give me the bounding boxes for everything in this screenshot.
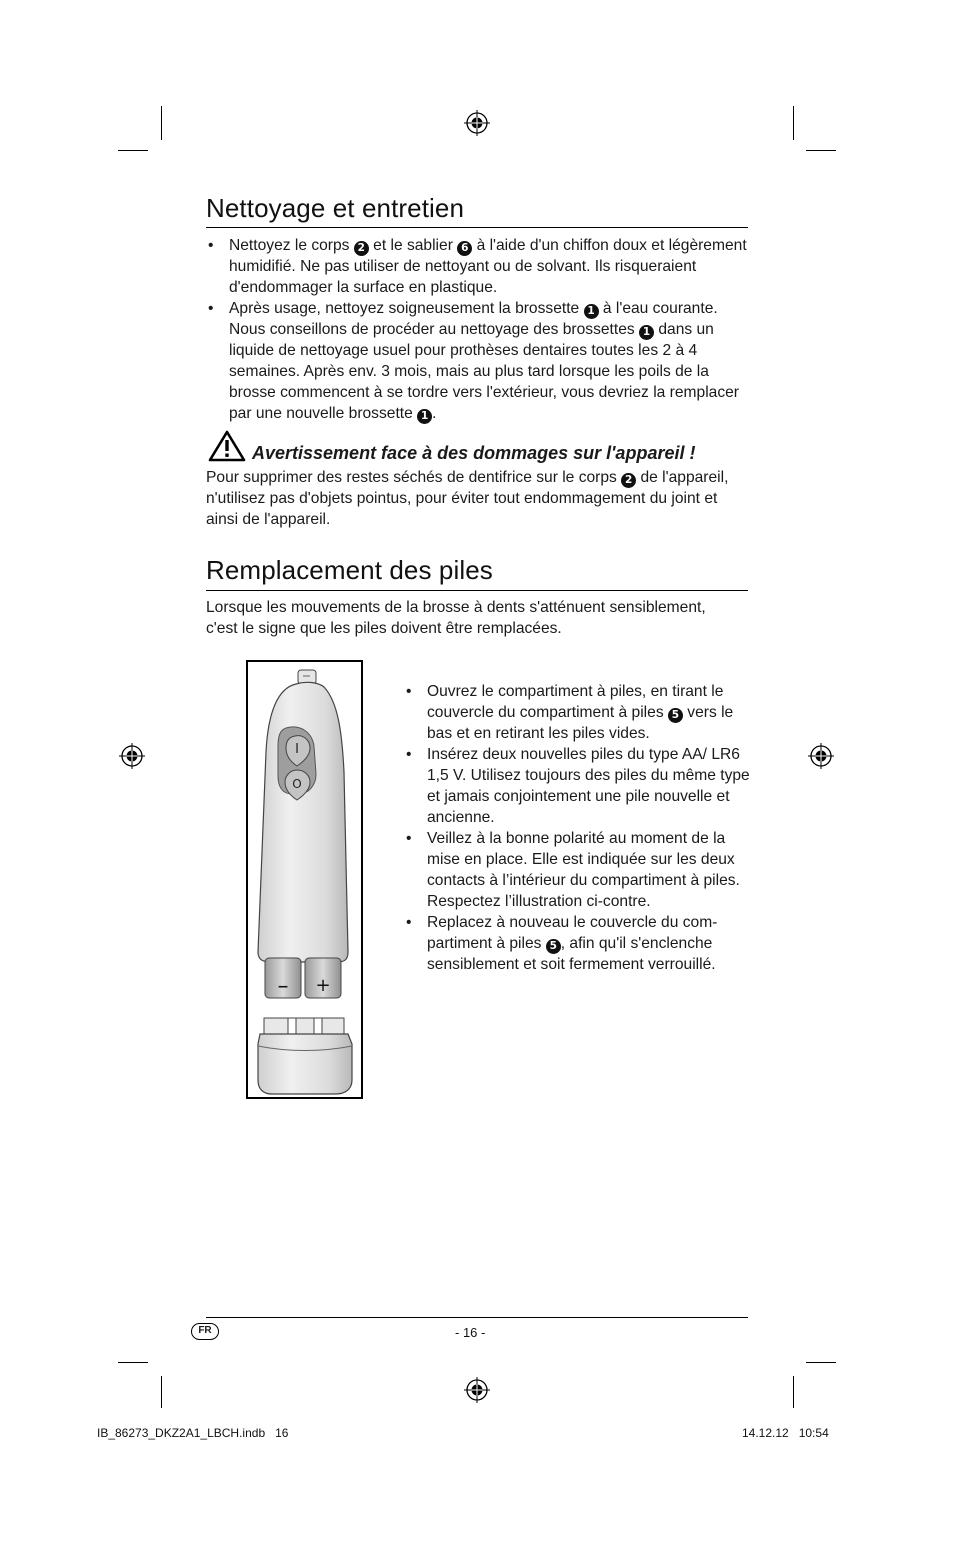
list-item bbox=[206, 298, 751, 424]
crop-mark bbox=[161, 106, 162, 140]
text-run: Pour supprimer des restes séchés de dentifrice sur le corps bbox=[206, 469, 622, 486]
text-run: Après usage, nettoyez soigneusement la brossette bbox=[229, 300, 584, 317]
reference-number: 6 bbox=[457, 241, 472, 256]
text-run: Insérez deux nouvelles piles du type AA/ LR6 1,5 V. Utilisez toujours des piles du même type et jamais conjointement une pile nouvelle et ancienne. bbox=[427, 746, 750, 826]
text-run: Veillez à la bonne polarité au moment de la mise en place. Elle est indiquée sur les deux contacts à l’intérieur du compartiment à piles. Respectez l’illustration ci-contre. bbox=[427, 830, 740, 910]
registration-mark-icon bbox=[119, 743, 145, 769]
batteries-intro: Lorsque les mouvements de la brosse à dents s'atténuent sensiblement, c'est le signe que les piles doivent être remplacées. bbox=[206, 599, 706, 637]
warning-text bbox=[206, 467, 751, 530]
text-run: Ouvrez le compartiment à piles, en tirant le couvercle du compartiment à piles bbox=[427, 683, 724, 721]
registration-mark-icon bbox=[464, 110, 490, 136]
power-on-symbol: I bbox=[295, 742, 299, 757]
print-datetime: 14.12.12 10:54 bbox=[742, 1426, 829, 1440]
title-rule bbox=[206, 590, 748, 591]
battery-plus-label: + bbox=[315, 975, 331, 996]
title-rule bbox=[206, 227, 748, 228]
text-run: vers le bas et en retirant les piles vides. bbox=[427, 704, 734, 742]
language-badge: FR bbox=[191, 1323, 219, 1340]
text-run: . bbox=[432, 405, 437, 422]
registration-mark-icon bbox=[464, 1377, 490, 1403]
crop-mark bbox=[161, 1376, 162, 1408]
text-run: et le sablier bbox=[368, 237, 458, 254]
reference-number: 1 bbox=[639, 325, 654, 340]
crop-mark bbox=[118, 1362, 148, 1363]
section-title-cleaning: Nettoyage et entretien bbox=[206, 193, 465, 223]
reference-number: 2 bbox=[621, 473, 636, 488]
text-run: dans un liquide de nettoyage usuel pour prothèses dentaires toutes les 2 à 4 semaines. Après env. 3 mois, mais au plus tard lorsque les poils de la brosse commencent à se tordre vers l'extérieur, vous devriez la remplacer par une nouvelle brossette bbox=[229, 321, 739, 422]
file-name: IB_86273_DKZ2A1_LBCH.indb 16 bbox=[97, 1426, 289, 1440]
text-run: à l'eau courante. Nous conseillons de procéder au nettoyage des brossettes bbox=[229, 300, 718, 338]
section-title-batteries: Remplacement des piles bbox=[206, 555, 493, 585]
text-run: , afin qu'il s'enclenche sensiblement et soit fermement verrouillé. bbox=[427, 935, 716, 973]
reference-number: 5 bbox=[546, 939, 561, 954]
batteries-list bbox=[404, 681, 754, 975]
toothbrush-body-illustration bbox=[248, 662, 361, 1097]
list-item bbox=[404, 744, 754, 828]
crop-mark bbox=[118, 150, 148, 151]
reference-number: 5 bbox=[668, 708, 683, 723]
page-number: - 16 - bbox=[455, 1325, 486, 1340]
crop-mark bbox=[806, 150, 836, 151]
battery-minus-label: – bbox=[277, 974, 289, 999]
crop-mark bbox=[793, 106, 794, 140]
text-run: de l'appareil, n'utilisez pas d'objets pointus, pour éviter tout endommagement du joint et ainsi de l'appareil. bbox=[206, 469, 729, 528]
list-item bbox=[404, 681, 754, 744]
battery-illustration bbox=[246, 660, 363, 1099]
reference-number: 1 bbox=[417, 409, 432, 424]
reference-number: 2 bbox=[354, 241, 369, 256]
list-item bbox=[206, 235, 751, 298]
text-run: à l'aide d'un chiffon doux et légèrement humidifié. Ne pas utiliser de nettoyant ou de solvant. Ils risqueraient d'endommager la surface en plastique. bbox=[229, 237, 747, 296]
footer-rule bbox=[206, 1317, 748, 1318]
warning-title: Avertissement face à des dommages sur l'appareil ! bbox=[252, 443, 696, 463]
text-run: Replacez à nouveau le couvercle du com-partiment à piles bbox=[427, 914, 718, 952]
crop-mark bbox=[793, 1376, 794, 1408]
reference-number: 1 bbox=[584, 304, 599, 319]
crop-mark bbox=[806, 1362, 836, 1363]
list-item bbox=[404, 912, 754, 975]
list-item bbox=[404, 828, 754, 912]
cleaning-list bbox=[206, 235, 751, 424]
registration-mark-icon bbox=[808, 743, 834, 769]
warning-triangle-icon bbox=[208, 430, 246, 462]
warning-heading bbox=[206, 430, 766, 464]
text-run: Nettoyez le corps bbox=[229, 237, 354, 254]
power-off-symbol: O bbox=[292, 777, 302, 791]
